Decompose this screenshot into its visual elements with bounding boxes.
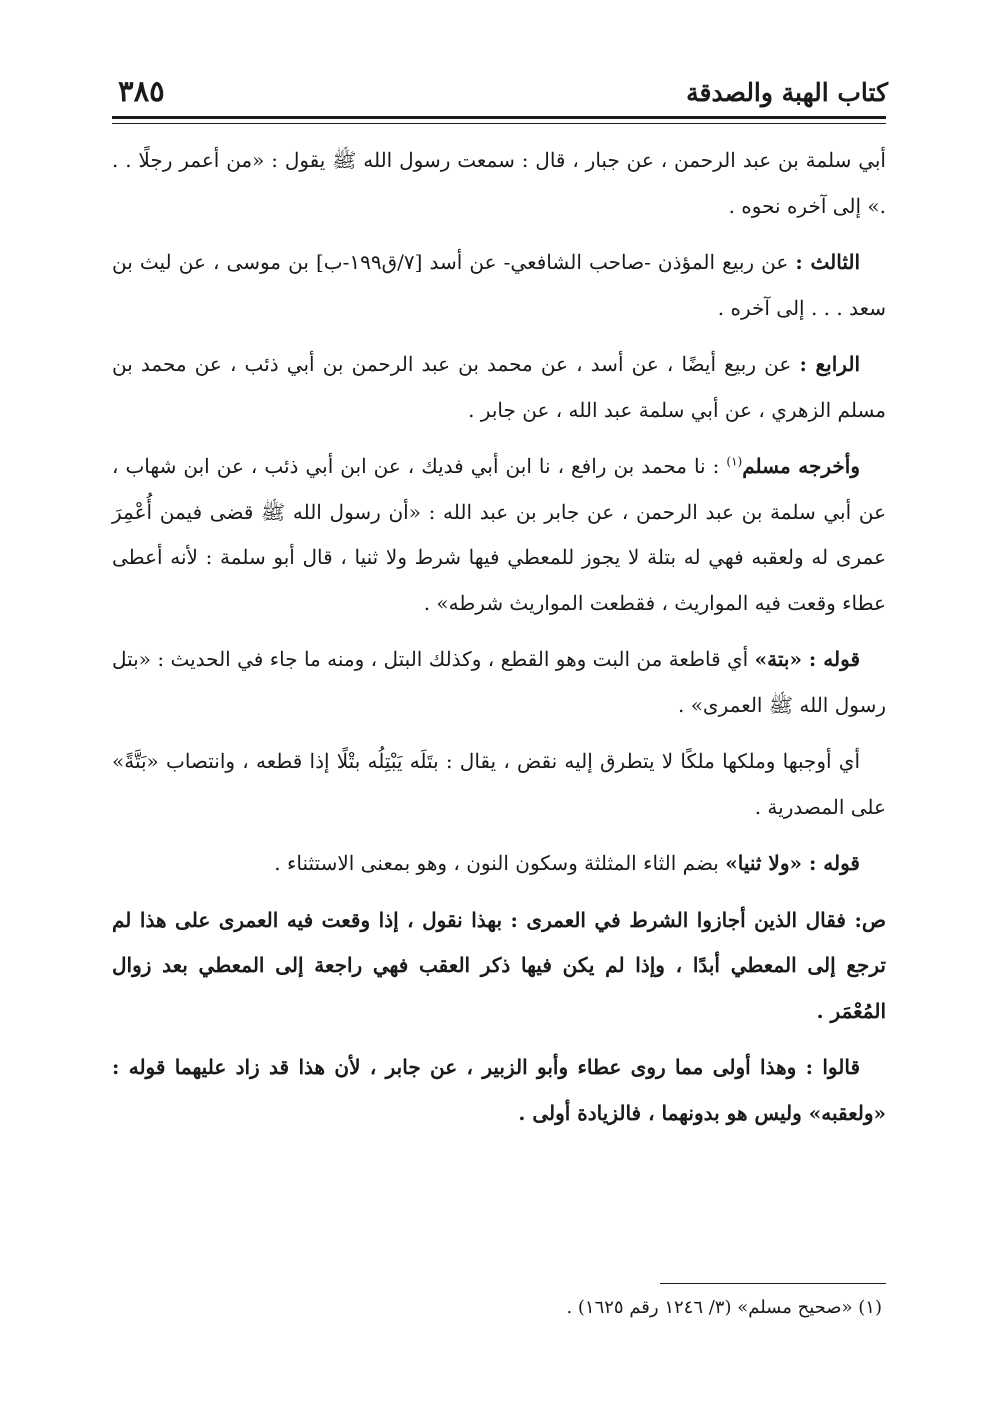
body-text (112, 138, 886, 1147)
paragraph-lead: قوله : «بتة» (754, 647, 861, 671)
paragraph-lead: الرابع : (799, 352, 860, 376)
paragraph-lead: ص: (854, 907, 886, 932)
paragraph-lead: قوله : «ولا ثنيا» (725, 851, 860, 875)
paragraph-main-text-continued (112, 1045, 886, 1136)
paragraph-text: أي قاطعة من البت وهو القطع ، وكذلك البتل ، ومنه ما جاء في الحديث : «بتل رسول الله ﷺ العمرى» . (112, 647, 886, 717)
paragraph-text: وهذا أولى مما روى عطاء وأبو الزبير ، عن جابر ، لأن هذا قد زاد عليهما قوله : «ولعقبه» وليس هو بدونهما ، فالزيادة أولى . (112, 1055, 886, 1125)
header-rule-thin (112, 123, 886, 124)
paragraph-meaning (112, 739, 886, 830)
paragraph-text: أي أوجبها وملكها ملكًا لا يتطرق إليه نقض ، يقال : بتَلَه يَبْتِلُه بتْلًا إذا قطعه ، وانتصاب «بَتَّةً» على المصدرية . (112, 749, 886, 819)
paragraph-third-chain (112, 240, 886, 331)
paragraph-text: فقال الذين أجازوا الشرط في العمرى : بهذا نقول ، إذا وقعت فيه العمرى على هذا لم ترجع إلى المعطي أبدًا ، وإذا لم يكن فيها ذكر العقب فهي راجعة إلى المعطي بعد زوال المُعْمَر . (112, 907, 886, 1023)
header-rule-thick (112, 116, 886, 119)
running-title: كتاب الهبة والصدقة (686, 78, 888, 107)
paragraph-batta-explanation (112, 637, 886, 728)
paragraph-text: أبي سلمة بن عبد الرحمن ، عن جبار ، قال : سمعت رسول الله ﷺ يقول : «من أعمر رجلًا . . .» إلى آخره نحوه . (112, 148, 886, 218)
paragraph-lead: وأخرجه مسلم (742, 454, 861, 478)
paragraph-text: : نا محمد بن رافع ، نا ابن أبي فديك ، عن ابن أبي ذئب ، عن ابن شهاب ، عن أبي سلمة بن عبد الرحمن ، عن جابر بن عبد الله : «أن رسول الله ﷺ قضى فيمن أُعْمِرَ عمرى له ولعقبه فهي له بتلة لا يجوز للمعطي فيها شرط ولا ثنيا ، قال أبو سلمة : لأنه أعطى عطاء وقعت فيه المواريث ، فقطعت المواريث شرطه» . (112, 454, 886, 615)
paragraph-chain-continuation (112, 138, 886, 229)
footnote-separator (660, 1283, 886, 1284)
paragraph-text: عن ربيع المؤذن -صاحب الشافعي- عن أسد [٧/ق١٩٩-ب] بن موسى ، عن ليث بن سعد . . . إلى آخره . (112, 250, 886, 320)
page-number: ٣٨٥ (118, 74, 165, 108)
paragraph-lead: قالوا : (805, 1055, 861, 1079)
paragraph-text: بضم الثاء المثلثة وسكون النون ، وهو بمعنى الاستثناء . (274, 851, 719, 875)
paragraph-lead: الثالث : (795, 250, 860, 274)
paragraph-thunya-explanation (112, 841, 886, 887)
footnote: (١) «صحيح مسلم» (٣/ ١٢٤٦ رقم ١٦٢٥) . (566, 1297, 882, 1318)
page-header (108, 70, 888, 114)
paragraph-muslim-narration (112, 444, 886, 626)
paragraph-main-text (112, 898, 886, 1035)
paragraph-text: عن ربيع أيضًا ، عن أسد ، عن محمد بن عبد الرحمن بن أبي ذئب ، عن محمد بن مسلم الزهري ، عن أبي سلمة عبد الله ، عن جابر . (112, 352, 886, 422)
footnote-marker: (١) (726, 454, 743, 469)
paragraph-fourth-chain (112, 342, 886, 433)
